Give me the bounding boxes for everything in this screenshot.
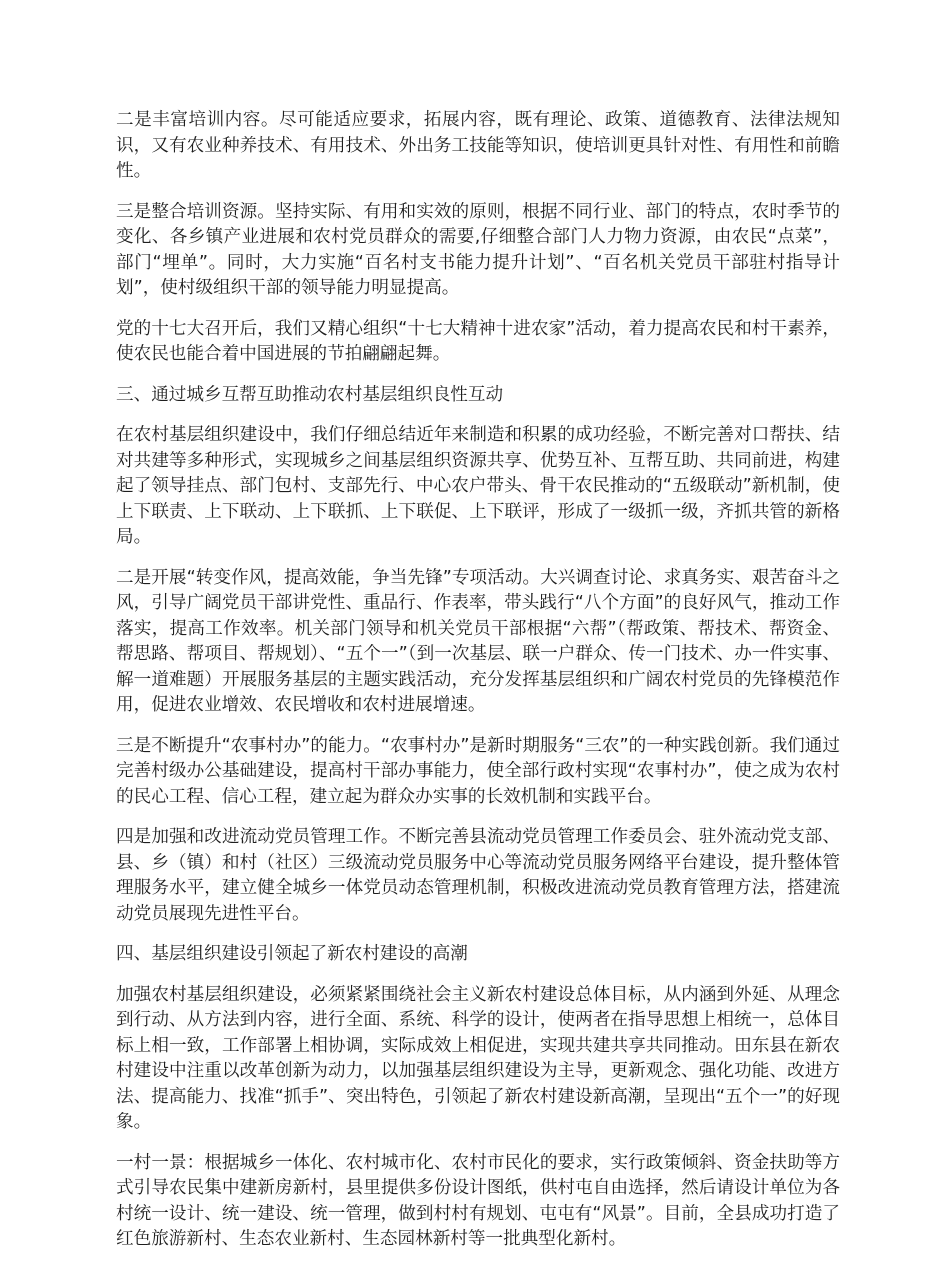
paragraph-mobile-party-members: 四是加强和改进流动党员管理工作。不断完善县流动党员管理工作委员会、驻外流动党支部、县、乡（镇）和村（社区）三级流动党员服务中心等流动党员服务网络平台建设，提升整体管理服务水平，建立健全城乡一体党员动态管理机制，积极改进流动党员教育管理方法，搭建流动党员展现先进性平台。	[116, 827, 840, 924]
paragraph-new-countryside-goals: 加强农村基层组织建设，必须紧紧围绕社会主义新农村建设总体目标，从内涵到外延、从理念到行动、从方法到内容，进行全面、系统、科学的设计，使两者在指导思想上相统一，总体目标上相一致，工作部署上相协调，实际成效上相促进，实现共建共享共同推动。田东县在新农村建设中注重以改革创新为动力，以加强基层组织建设为主导，更新观念、强化功能、改进方法、提高能力、找准“抓手”、突出特色，引领起了新农村建设新高潮，呈现出“五个一”的好现象。	[116, 984, 840, 1132]
section-heading-urban-rural: 三、通过城乡互帮互助推动农村基层组织良性互动	[116, 384, 504, 405]
paragraph-one-village-one-scene: 一村一景：根据城乡一体化、农村城市化、农村市民化的要求，实行政策倾斜、资金扶助等方式引导农民集中建新房新村，县里提供多份设计图纸，供村屯自由选择，然后请设计单位为各村统一设计、统一建设、统一管理，做到村村有规划、屯屯有“风景”。目前，全县成功打造了红色旅游新村、生态农业新村、生态园林新村等一批典型化新村。	[116, 1152, 840, 1249]
paragraph-training-resources: 三是整合培训资源。坚持实际、有用和实效的原则，根据不同行业、部门的特点，农时季节的变化、各乡镇产业进展和农村党员群众的需要,仔细整合部门人力物力资源，由农民“点菜”，部门“埋单”。同时，大力实施“百名村支书能力提升计划”、“百名机关党员干部驻村指导计划”，使村级组织干部的领导能力明显提高。	[116, 201, 840, 298]
document-body	[116, 108, 840, 1268]
paragraph-seventeenth-congress: 党的十七大召开后，我们又精心组织“十七大精神十进农家”活动，着力提高农民和村干素养，使农民也能合着中国进展的节拍翩翩起舞。	[116, 318, 840, 364]
paragraph-village-affairs: 三是不断提升“农事村办”的能力。“农事村办”是新时期服务“三农”的一种实践创新。我们通过完善村级办公基础建设，提高村干部办事能力，使全部行政村实现“农事村办”，使之成为农村的民心工程、信心工程，建立起为群众办实事的长效机制和实践平台。	[116, 735, 840, 807]
paragraph-work-style: 二是开展“转变作风，提高效能，争当先锋”专项活动。大兴调查讨论、求真务实、艰苦奋斗之风，引导广阔党员干部讲党性、重品行、作表率，带头践行“八个方面”的良好风气，推动工作落实，提高工作效率。机关部门领导和机关党员干部根据“六帮”（帮政策、帮技术、帮资金、帮思路、帮项目、帮规划）、“五个一”（到一次基层、联一户群众、传一门技术、办一件实事、解一道难题）开展服务基层的主题实践活动，充分发挥基层组织和广阔农村党员的先锋模范作用，促进农业增效、农民增收和农村进展增速。	[116, 567, 840, 715]
paragraph-training-content: 二是丰富培训内容。尽可能适应要求，拓展内容，既有理论、政策、道德教育、法律法规知识，又有农业种养技术、有用技术、外出务工技能等知识，使培训更具针对性、有用性和前瞻性。	[116, 110, 840, 181]
paragraph-five-level-linkage: 在农村基层组织建设中，我们仔细总结近年来制造和积累的成功经验，不断完善对口帮扶、结对共建等多种形式，实现城乡之间基层组织资源共享、优势互补、互帮互助、共同前进，构建起了领导挂点、部门包村、支部先行、中心农户带头、骨干农民推动的“五级联动”新机制，使上下联责、上下联动、上下联抓、上下联促、上下联评，形成了一级抓一级，齐抓共管的新格局。	[116, 425, 840, 547]
section-heading-new-countryside: 四、基层组织建设引领起了新农村建设的高潮	[116, 944, 468, 964]
